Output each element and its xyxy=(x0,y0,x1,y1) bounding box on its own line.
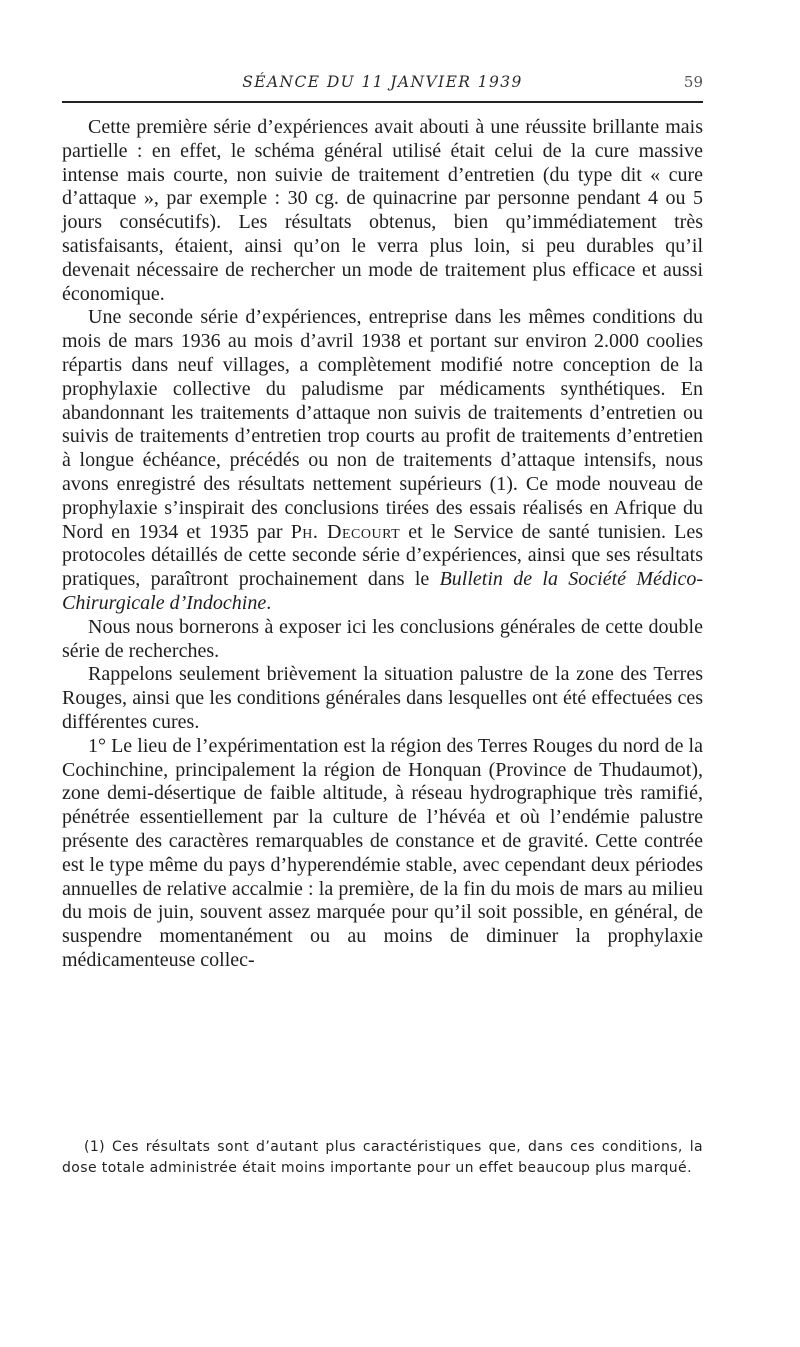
running-title: SÉANCE DU 11 JANVIER 1939 xyxy=(242,73,523,91)
paragraph-4: Rappelons seulement brièvement la situation palustre de la zone des Terres Rouges, ainsi que les conditions générales dans lesquelles ont été effectuées ces différentes cures. xyxy=(62,663,703,733)
footnote-text: (1) Ces résultats sont d’autant plus caractéristiques que, dans ces conditions, la dose totale administrée était moins importante pour un effet beaucoup plus marqué. xyxy=(62,1139,703,1176)
running-head xyxy=(62,73,703,99)
paragraph-2-continuation: et le Service de santé tunisien. Les protocoles détaillés de cette seconde série d’expériences, ainsi que ses résultats pratiques, paraîtront prochainement dans le xyxy=(62,520,704,591)
paragraph-1: Cette première série d’expériences avait abouti à une réussite brillante mais partielle : en effet, le schéma général utilisé était celui de la cure massive intense mais courte, non suivie de traitement d’entretien (du type dit « cure d’attaque », par exemple : 30 cg. de quinacrine par personne pendant 4 ou 5 jours consécutifs). Les résultats obtenus, bien qu’immédiatement très satisfaisants, étaient, ainsi qu’on le verra plus loin, si peu durables qu’il devenait nécessaire de rechercher un mode de traitement plus efficace et aussi économique. xyxy=(62,116,703,305)
body-text xyxy=(62,116,703,973)
page-number: 59 xyxy=(683,73,703,91)
header-rule xyxy=(62,101,703,103)
paragraph-2-text: Une seconde série d’expériences, entreprise dans les mêmes conditions du mois de mars 1936 au mois d’avril 1938 et portant sur environ 2.000 coolies répartis dans neuf villages, a complètement modifié notre conception de la prophylaxie collective du paludisme par médicaments synthétiques. En abandonnant les traitements d’attaque non suivis de traitements d’entretien ou suivis de traitements d’entretien trop courts au profit de traitements d’entretien à longue échéance, précédés ou non de traitements d’attaque intensifs, nous avons enregistré des résultats nettement supérieurs (1). Ce mode nouveau de prophylaxie s’inspirait des conclusions tirées des essais réalisés en Afrique du Nord en 1934 et 1935 par xyxy=(62,306,703,543)
paragraph-5: 1° Le lieu de l’expérimentation est la région des Terres Rouges du nord de la Cochinchine, principalement la région de Honquan (Province de Thudaumot), zone demi-désertique de faible altitude, à réseau hydrographique très ramifié, pénétrée essentiellement par la culture de l’hévéa et où l’endémie palustre présente des caractères remarquables de constance et de gravité. Cette contrée est le type même du pays d’hyperendémie stable, avec cependant deux périodes annuelles de relative accalmie : la première, de la fin du mois de mars au milieu du mois de juin, souvent assez marquée pour qu’il soit possible, en général, de suspendre momentanément ou au moins de diminuer la prophylaxie médicamenteuse collec- xyxy=(62,734,703,971)
footnote xyxy=(62,1137,703,1178)
paragraph-3: Nous nous bornerons à exposer ici les conclusions générales de cette double série de recherches. xyxy=(62,615,703,662)
paragraph-2-end: . xyxy=(266,591,272,614)
journal-title: Bulletin de la Société Médico-Chirurgicale d’Indochine xyxy=(62,568,703,614)
paragraph-2 xyxy=(62,306,703,615)
author-name: Ph. Decourt xyxy=(290,520,401,543)
